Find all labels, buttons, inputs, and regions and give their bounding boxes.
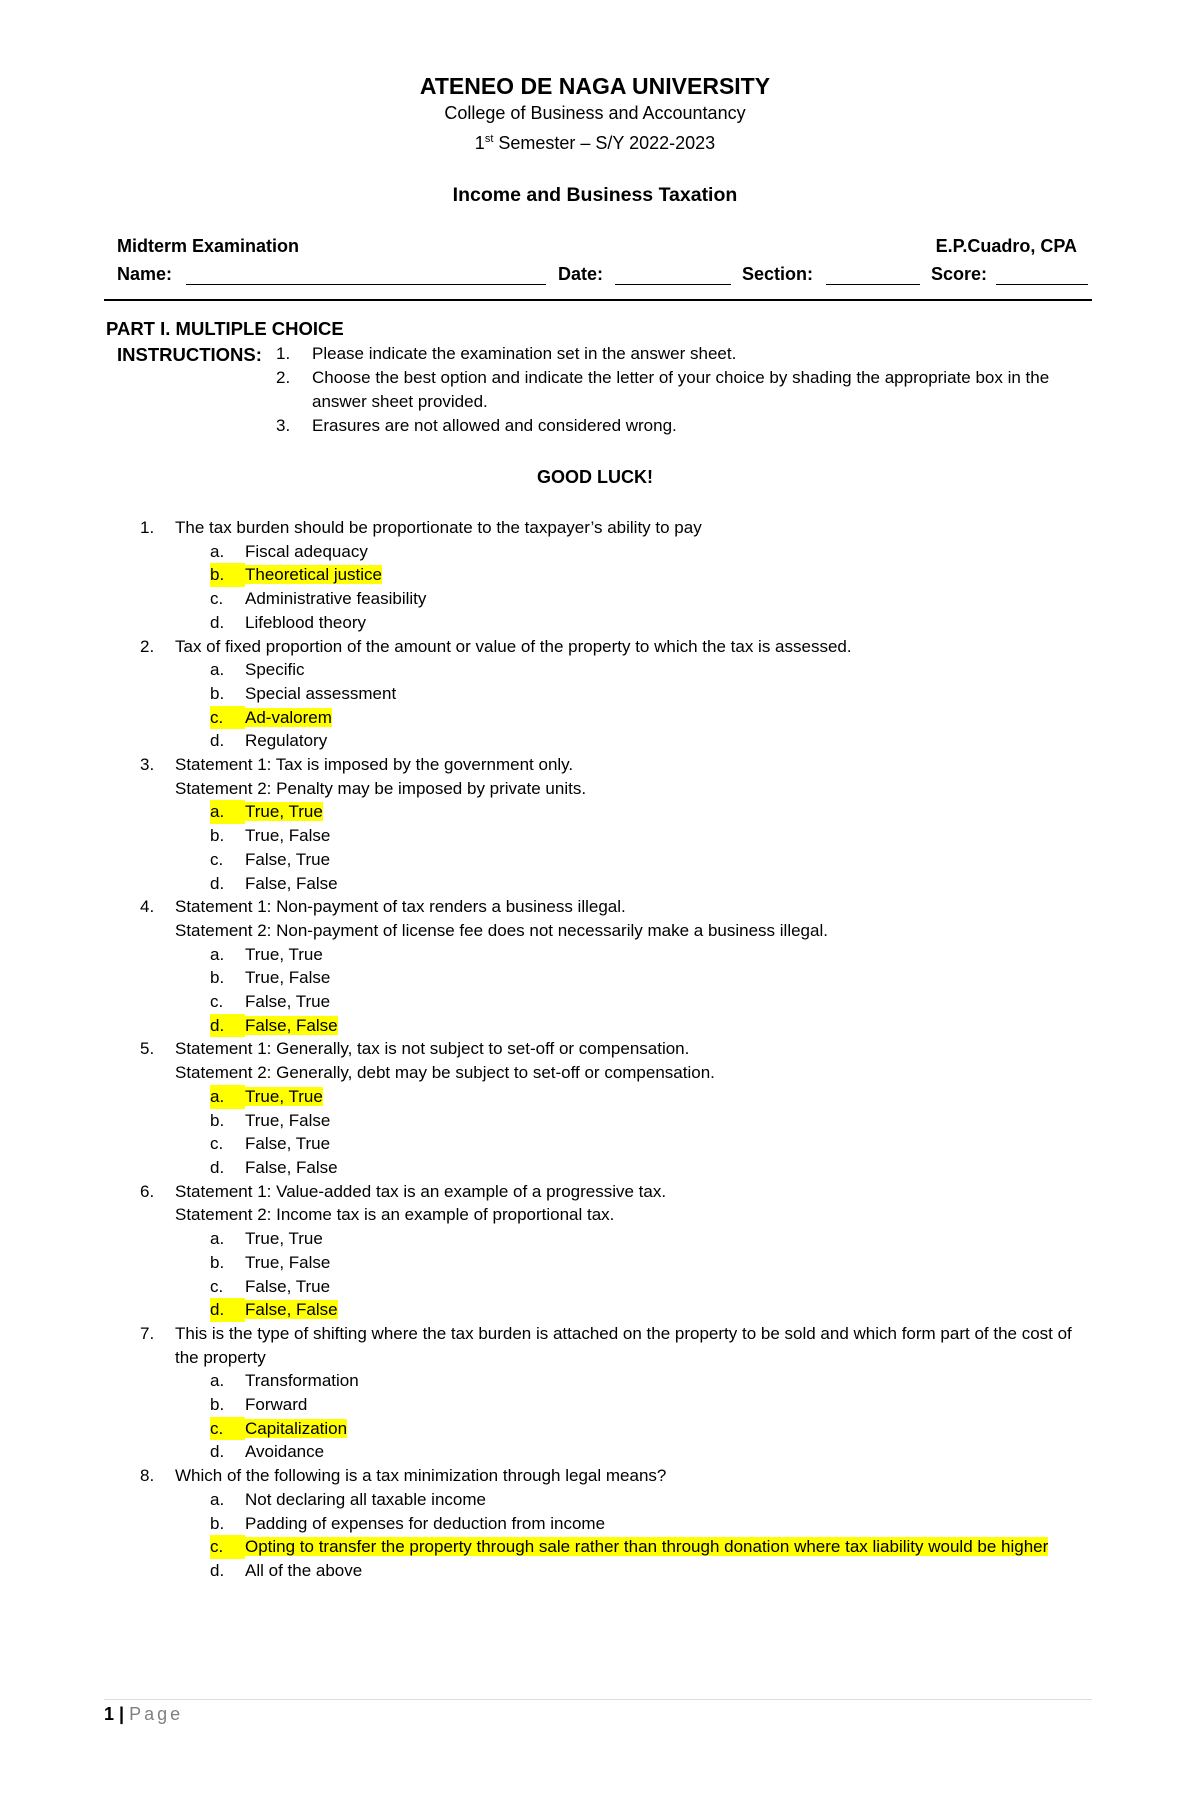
question-text: Which of the following is a tax minimization through legal means? <box>175 1466 667 1486</box>
question-number <box>140 777 175 801</box>
option-text: False, True <box>245 1276 331 1296</box>
question-line <box>140 1464 1080 1488</box>
instruction-number: 3. <box>276 416 291 435</box>
option-letter: c. <box>210 1276 224 1296</box>
answer-option <box>210 540 1080 564</box>
option-text: All of the above <box>245 1560 363 1580</box>
answer-option <box>210 966 1080 990</box>
option-letter: d. <box>210 1442 225 1462</box>
option-text: Ad-valorem <box>245 707 332 727</box>
option-text: Lifeblood theory <box>245 612 366 632</box>
option-text: True, False <box>245 1252 331 1272</box>
page-separator: | <box>114 1704 130 1724</box>
option-text: False, True <box>245 1134 331 1154</box>
answer-option <box>210 943 1080 967</box>
section-blank[interactable] <box>826 284 920 285</box>
answer-option-highlighted <box>210 1014 1080 1038</box>
question-line <box>140 1037 1080 1061</box>
question-text: Statement 2: Penalty may be imposed by private units. <box>175 778 587 798</box>
option-text: Capitalization <box>245 1418 348 1438</box>
document-header <box>0 72 1190 208</box>
name-label: Name: <box>117 264 173 284</box>
option-letter: a. <box>210 541 225 561</box>
instructor-name: E.P.Cuadro, CPA <box>935 236 1077 256</box>
answer-option-highlighted <box>210 706 1080 730</box>
header-divider <box>104 299 1092 301</box>
option-letter: b. <box>210 1395 225 1415</box>
option-letter: a. <box>210 1229 225 1249</box>
option-text: True, False <box>245 968 331 988</box>
question-number: 6. <box>140 1181 155 1201</box>
instruction-item <box>276 342 1076 366</box>
question-text: This is the type of shifting where the tax burden is attached on the property to be sold and which form part of the cost of the property <box>175 1323 1072 1367</box>
answer-option <box>210 729 1080 753</box>
date-blank[interactable] <box>615 284 731 285</box>
answer-option <box>210 1251 1080 1275</box>
question-text: Statement 1: Generally, tax is not subject to set-off or compensation. <box>175 1039 690 1059</box>
question-text: Statement 2: Generally, debt may be subject to set-off or compensation. <box>175 1063 715 1083</box>
exam-type: Midterm Examination <box>117 236 300 256</box>
question-number: 7. <box>140 1323 155 1343</box>
semester-ordinal: 1 <box>474 133 485 153</box>
option-text: False, False <box>245 873 338 893</box>
option-text: False, False <box>245 1157 338 1177</box>
question-number <box>140 919 175 943</box>
option-list <box>210 658 1080 753</box>
answer-option <box>210 848 1080 872</box>
option-letter: c. <box>210 706 245 730</box>
option-list <box>210 943 1080 1038</box>
option-letter: c. <box>210 1134 224 1154</box>
option-letter: d. <box>210 1298 245 1322</box>
answer-option <box>210 824 1080 848</box>
answer-option <box>210 1488 1080 1512</box>
question-item <box>140 516 1080 635</box>
option-text: False, True <box>245 849 331 869</box>
option-text: Not declaring all taxable income <box>245 1489 486 1509</box>
answer-option <box>210 587 1080 611</box>
question-item <box>140 635 1080 754</box>
option-list <box>210 800 1080 895</box>
option-letter: a. <box>210 1085 245 1109</box>
question-line <box>140 895 1080 919</box>
question-line <box>140 635 1080 659</box>
option-letter: a. <box>210 1371 225 1391</box>
answer-option <box>210 682 1080 706</box>
option-text: Transformation <box>245 1371 359 1391</box>
question-text: The tax burden should be proportionate to the taxpayer’s ability to pay <box>175 518 702 537</box>
question-number: 1. <box>140 518 155 537</box>
option-letter: b. <box>210 683 225 703</box>
score-label: Score: <box>931 264 988 284</box>
question-item <box>140 1180 1080 1322</box>
option-text: True, False <box>245 826 331 846</box>
option-text: Regulatory <box>245 731 328 751</box>
question-line <box>140 516 1080 540</box>
option-text: False, False <box>245 1015 338 1035</box>
question-item <box>140 753 1080 895</box>
option-letter: d. <box>210 1157 225 1177</box>
option-text: True, True <box>245 802 323 822</box>
section-label: Section: <box>742 264 814 284</box>
option-letter: c. <box>210 992 224 1012</box>
option-list <box>210 1488 1080 1583</box>
question-number: 5. <box>140 1039 155 1059</box>
question-number <box>140 1203 175 1227</box>
exam-meta <box>117 236 1077 294</box>
instruction-number: 1. <box>276 344 291 363</box>
option-text: Specific <box>245 660 305 680</box>
answer-option <box>210 1369 1080 1393</box>
instruction-number: 2. <box>276 368 291 387</box>
option-letter: b. <box>210 1513 225 1533</box>
option-letter: d. <box>210 873 225 893</box>
answer-option <box>210 1512 1080 1536</box>
answer-option-highlighted <box>210 800 1080 824</box>
answer-option-highlighted <box>210 1535 1080 1559</box>
option-letter: d. <box>210 612 225 632</box>
option-letter: a. <box>210 800 245 824</box>
option-letter: c. <box>210 1417 245 1441</box>
instruction-item <box>276 366 1076 414</box>
option-letter: d. <box>210 1014 245 1038</box>
question-number: 2. <box>140 636 155 656</box>
option-text: False, True <box>245 992 331 1012</box>
question-line <box>140 1180 1080 1204</box>
option-text: Forward <box>245 1395 308 1415</box>
question-text: Statement 1: Value-added tax is an example of a progressive tax. <box>175 1181 667 1201</box>
option-letter: a. <box>210 1489 225 1509</box>
answer-option <box>210 1440 1080 1464</box>
answer-option-highlighted <box>210 1085 1080 1109</box>
option-list <box>210 1227 1080 1322</box>
university-name: ATENEO DE NAGA UNIVERSITY <box>419 73 771 99</box>
question-list <box>140 516 1080 1583</box>
instruction-text: Erasures are not allowed and considered wrong. <box>312 416 677 435</box>
option-letter: c. <box>210 589 224 609</box>
option-text: Theoretical justice <box>245 565 383 585</box>
page-word: Page <box>129 1704 184 1724</box>
question-number: 4. <box>140 897 155 917</box>
question-text: Statement 2: Income tax is an example of proportional tax. <box>175 1205 615 1225</box>
course-title: Income and Business Taxation <box>452 184 738 206</box>
answer-option <box>210 872 1080 896</box>
option-text: Padding of expenses for deduction from income <box>245 1513 606 1533</box>
answer-option <box>210 1559 1080 1583</box>
option-letter: b. <box>210 563 245 587</box>
question-line <box>140 919 1080 943</box>
option-text: True, True <box>245 1229 323 1249</box>
option-letter: d. <box>210 731 225 751</box>
option-text: True, True <box>245 944 323 964</box>
question-item <box>140 1322 1080 1464</box>
question-text: Statement 1: Tax is imposed by the government only. <box>175 755 574 775</box>
instructions-label: INSTRUCTIONS: <box>117 344 262 365</box>
option-text: Special assessment <box>245 683 397 703</box>
semester-line <box>0 126 1190 156</box>
page-number: 1 <box>104 1704 115 1724</box>
option-list <box>210 540 1080 635</box>
answer-option <box>210 611 1080 635</box>
answer-option <box>210 1109 1080 1133</box>
option-text: False, False <box>245 1300 338 1320</box>
question-line <box>140 1322 1080 1369</box>
option-letter: b. <box>210 968 225 988</box>
option-text: True, False <box>245 1110 331 1130</box>
answer-option <box>210 658 1080 682</box>
question-text: Tax of fixed proportion of the amount or value of the property to which the tax is assessed. <box>175 636 852 656</box>
question-line <box>140 753 1080 777</box>
option-list <box>210 1085 1080 1180</box>
page-footer <box>104 1704 183 1725</box>
answer-option-highlighted <box>210 563 1080 587</box>
option-text: Administrative feasibility <box>245 589 427 609</box>
instruction-item <box>276 414 1076 438</box>
answer-option <box>210 1227 1080 1251</box>
option-letter: c. <box>210 1535 245 1559</box>
answer-option <box>210 1275 1080 1299</box>
date-label: Date: <box>558 264 604 284</box>
instruction-text: Please indicate the examination set in the answer sheet. <box>312 344 737 363</box>
option-letter: a. <box>210 944 225 964</box>
option-text: Opting to transfer the property through sale rather than through donation where tax liability would be higher <box>245 1537 1049 1557</box>
answer-option-highlighted <box>210 1417 1080 1441</box>
answer-option <box>210 1393 1080 1417</box>
question-line <box>140 1203 1080 1227</box>
question-item <box>140 1464 1080 1583</box>
instruction-text: Choose the best option and indicate the letter of your choice by shading the appropriate box in the answer sheet provided. <box>312 368 1050 411</box>
option-letter: b. <box>210 1110 225 1130</box>
question-item <box>140 1037 1080 1179</box>
college-name: College of Business and Accountancy <box>444 103 746 123</box>
option-text: Fiscal adequacy <box>245 541 368 561</box>
question-item <box>140 895 1080 1037</box>
question-text: Statement 1: Non-payment of tax renders a business illegal. <box>175 897 626 917</box>
semester-suffix: st <box>484 133 494 145</box>
question-number <box>140 1061 175 1085</box>
option-letter: b. <box>210 826 225 846</box>
option-text: Avoidance <box>245 1442 325 1462</box>
question-text: Statement 2: Non-payment of license fee does not necessarily make a business illegal. <box>175 920 828 940</box>
question-number: 8. <box>140 1466 155 1486</box>
question-line <box>140 777 1080 801</box>
option-letter: b. <box>210 1252 225 1272</box>
answer-option <box>210 1156 1080 1180</box>
answer-option-highlighted <box>210 1298 1080 1322</box>
semester-text: Semester – S/Y 2022-2023 <box>493 133 716 153</box>
footer-divider <box>104 1699 1092 1700</box>
option-list <box>210 1369 1080 1464</box>
part-heading: PART I. MULTIPLE CHOICE <box>106 318 344 339</box>
question-line <box>140 1061 1080 1085</box>
option-letter: c. <box>210 849 224 869</box>
score-blank[interactable] <box>996 284 1088 285</box>
option-text: True, True <box>245 1086 323 1106</box>
question-number: 3. <box>140 755 155 775</box>
instructions-list <box>276 342 1076 438</box>
option-letter: a. <box>210 660 225 680</box>
option-letter: d. <box>210 1560 225 1580</box>
answer-option <box>210 990 1080 1014</box>
name-blank[interactable] <box>186 284 546 285</box>
good-luck-text: GOOD LUCK! <box>537 467 653 487</box>
answer-option <box>210 1132 1080 1156</box>
